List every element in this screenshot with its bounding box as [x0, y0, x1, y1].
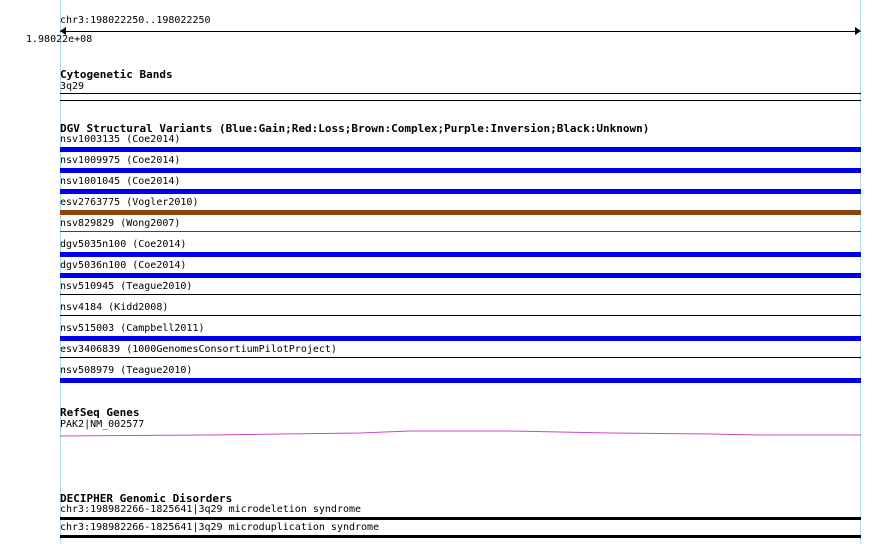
dgv-variant-bar[interactable] — [60, 378, 861, 383]
dgv-variant-label[interactable]: nsv510945 (Teague2010) — [60, 281, 193, 292]
dgv-variant-label[interactable]: dgv5036n100 (Coe2014) — [60, 260, 187, 271]
dgv-variant-bar[interactable] — [60, 294, 861, 295]
dgv-variant-label[interactable]: nsv829829 (Wong2007) — [60, 218, 181, 229]
decipher-item-bar[interactable] — [60, 535, 861, 538]
decipher-item-bar[interactable] — [60, 517, 861, 520]
cytoband-top-line — [60, 93, 861, 94]
dgv-variant-bar[interactable] — [60, 336, 861, 341]
decipher-item-label[interactable]: chr3:198982266-1825641|3q29 microduplication syndrome — [60, 522, 380, 533]
dgv-variant-bar[interactable] — [60, 168, 861, 173]
dgv-variant-bar[interactable] — [60, 315, 861, 316]
dgv-variant-label[interactable]: dgv5035n100 (Coe2014) — [60, 239, 187, 250]
dgv-variant-bar[interactable] — [60, 231, 861, 232]
track-title-dgv: DGV Structural Variants (Blue:Gain;Red:Loss;Brown:Complex;Purple:Inversion;Black:Unknown) — [60, 122, 650, 135]
ruler-scale-label: 1.98022e+08 — [26, 34, 93, 45]
dgv-variant-bar[interactable] — [60, 210, 861, 215]
dgv-variant-label[interactable]: nsv515003 (Campbell2011) — [60, 323, 205, 334]
track-title-refseq: RefSeq Genes — [60, 406, 140, 419]
track-title-cytobands: Cytogenetic Bands — [60, 68, 173, 81]
dgv-variant-label[interactable]: nsv508979 (Teague2010) — [60, 365, 193, 376]
arrow-right-icon — [855, 27, 861, 35]
dgv-variant-label[interactable]: nsv4184 (Kidd2008) — [60, 302, 169, 313]
refseq-gene-label[interactable]: PAK2|NM_002577 — [60, 419, 145, 430]
track-title-decipher: DECIPHER Genomic Disorders — [60, 492, 233, 505]
right-view-boundary — [860, 0, 861, 544]
cytoband-label: 3q29 — [60, 81, 85, 92]
ruler-region-label: chr3:198022250..198022250 — [60, 15, 211, 26]
dgv-variant-bar[interactable] — [60, 147, 861, 152]
decipher-item-label[interactable]: chr3:198982266-1825641|3q29 microdeletion syndrome — [60, 504, 362, 515]
dgv-variant-bar[interactable] — [60, 189, 861, 194]
refseq-gene-line[interactable] — [60, 426, 862, 440]
dgv-variant-label[interactable]: esv3406839 (1000GenomesConsortiumPilotProject) — [60, 344, 337, 355]
dgv-variant-label[interactable]: esv2763775 (Vogler2010) — [60, 197, 199, 208]
cytoband-bottom-line — [60, 100, 861, 101]
dgv-variant-label[interactable]: nsv1009975 (Coe2014) — [60, 155, 181, 166]
dgv-variant-bar[interactable] — [60, 273, 861, 278]
dgv-variant-bar[interactable] — [60, 357, 861, 358]
dgv-variant-bar[interactable] — [60, 252, 861, 257]
ruler-line — [60, 31, 860, 32]
dgv-variant-label[interactable]: nsv1003135 (Coe2014) — [60, 134, 181, 145]
dgv-variant-label[interactable]: nsv1001045 (Coe2014) — [60, 176, 181, 187]
